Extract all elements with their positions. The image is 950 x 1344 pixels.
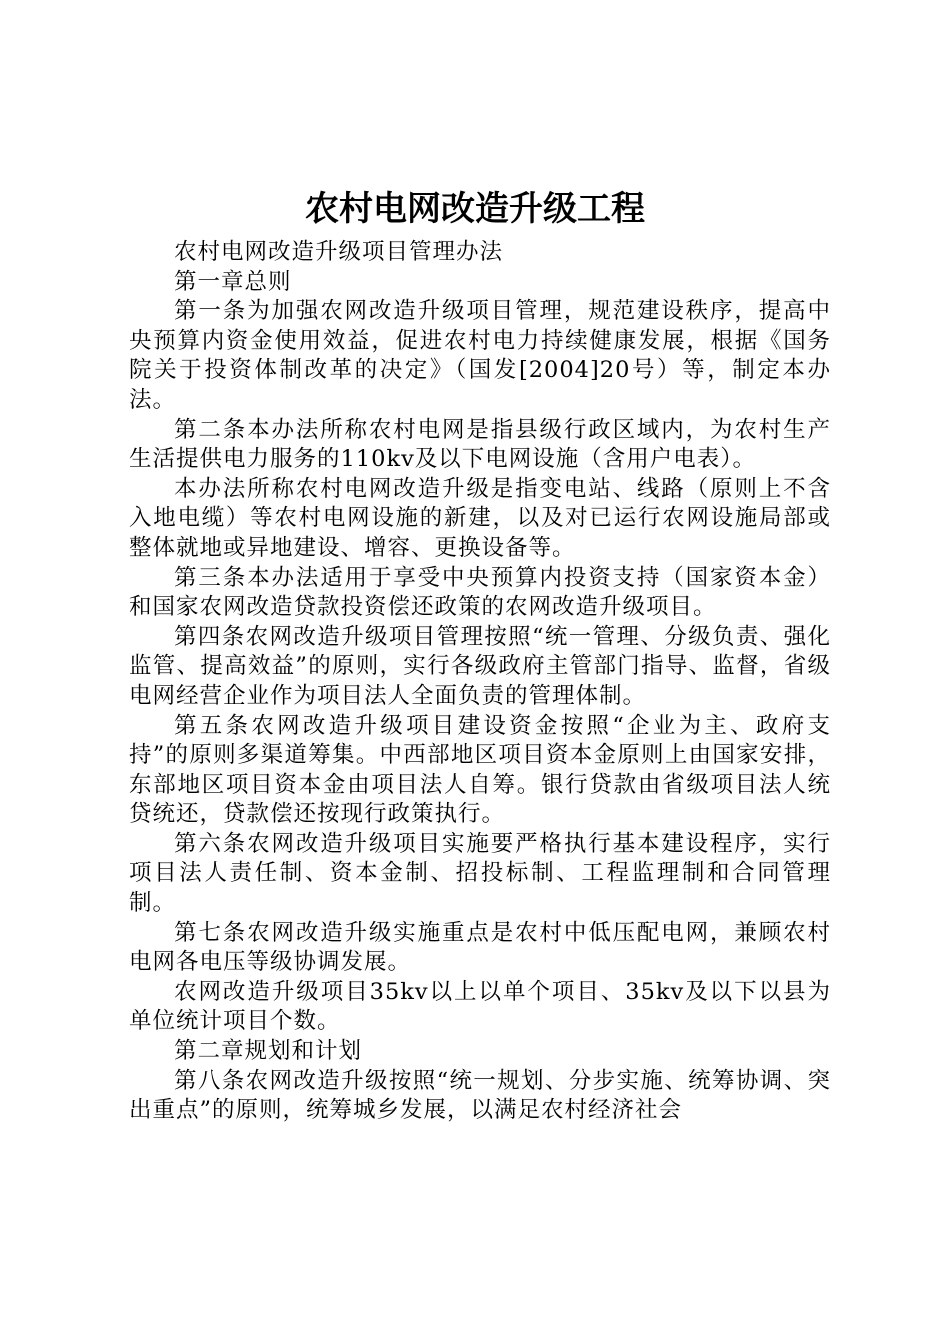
paragraph-article-7: 第七条农网改造升级实施重点是农村中低压配电网，兼顾农村电网各电压等级协调发展。 bbox=[129, 919, 831, 976]
paragraph-article-6: 第六条农网改造升级项目实施要严格执行基本建设程序，实行项目法人责任制、资本金制、招投标制、工程监理制和合同管理制。 bbox=[129, 830, 831, 917]
paragraph-article-4: 第四条农网改造升级项目管理按照“统一管理、分级负责、强化监管、提高效益”的原则，实行各级政府主管部门指导、监督，省级电网经营企业作为项目法人全面负责的管理体制。 bbox=[129, 623, 831, 709]
document-title: 农村电网改造升级工程 bbox=[305, 189, 645, 229]
paragraph-chapter-2: 第二章规划和计划 bbox=[174, 1038, 363, 1065]
paragraph-article-1: 第一条为加强农网改造升级项目管理，规范建设秩序，提高中央预算内资金使用效益，促进农村电力持续健康发展，根据《国务院关于投资体制改革的决定》（国发[2004]20号）等，制定本办法。 bbox=[129, 298, 831, 413]
paragraph-subtitle: 农村电网改造升级项目管理办法 bbox=[174, 239, 504, 265]
paragraph-article-8: 第八条农网改造升级按照“统一规划、分步实施、统筹协调、突出重点”的原则，统筹城乡发展，以满足农村经济社会 bbox=[129, 1067, 831, 1124]
paragraph-article-7-detail: 农网改造升级项目35kv以上以单个项目、35kv及以下以县为单位统计项目个数。 bbox=[129, 978, 831, 1035]
paragraph-article-2: 第二条本办法所称农村电网是指县级行政区域内，为农村生产生活提供电力服务的110kv及以下电网设施（含用户电表）。 bbox=[129, 416, 831, 473]
paragraph-article-3: 第三条本办法适用于享受中央预算内投资支持（国家资本金）和国家农网改造贷款投资偿还政策的农网改造升级项目。 bbox=[129, 564, 831, 621]
paragraph-chapter-1: 第一章总则 bbox=[174, 268, 292, 295]
paragraph-article-2-detail: 本办法所称农村电网改造升级是指变电站、线路（原则上不含入地电缆）等农村电网设施的新建，以及对已运行农网设施局部或整体就地或异地建设、增容、更换设备等。 bbox=[129, 475, 831, 561]
paragraph-article-5: 第五条农网改造升级项目建设资金按照“企业为主、政府支持”的原则多渠道筹集。中西部地区项目资本金原则上由国家安排，东部地区项目资本金由项目法人自筹。银行贷款由省级项目法人统贷统还，贷款偿还按现行政策执行。 bbox=[129, 712, 831, 828]
document-body bbox=[129, 238, 831, 1126]
